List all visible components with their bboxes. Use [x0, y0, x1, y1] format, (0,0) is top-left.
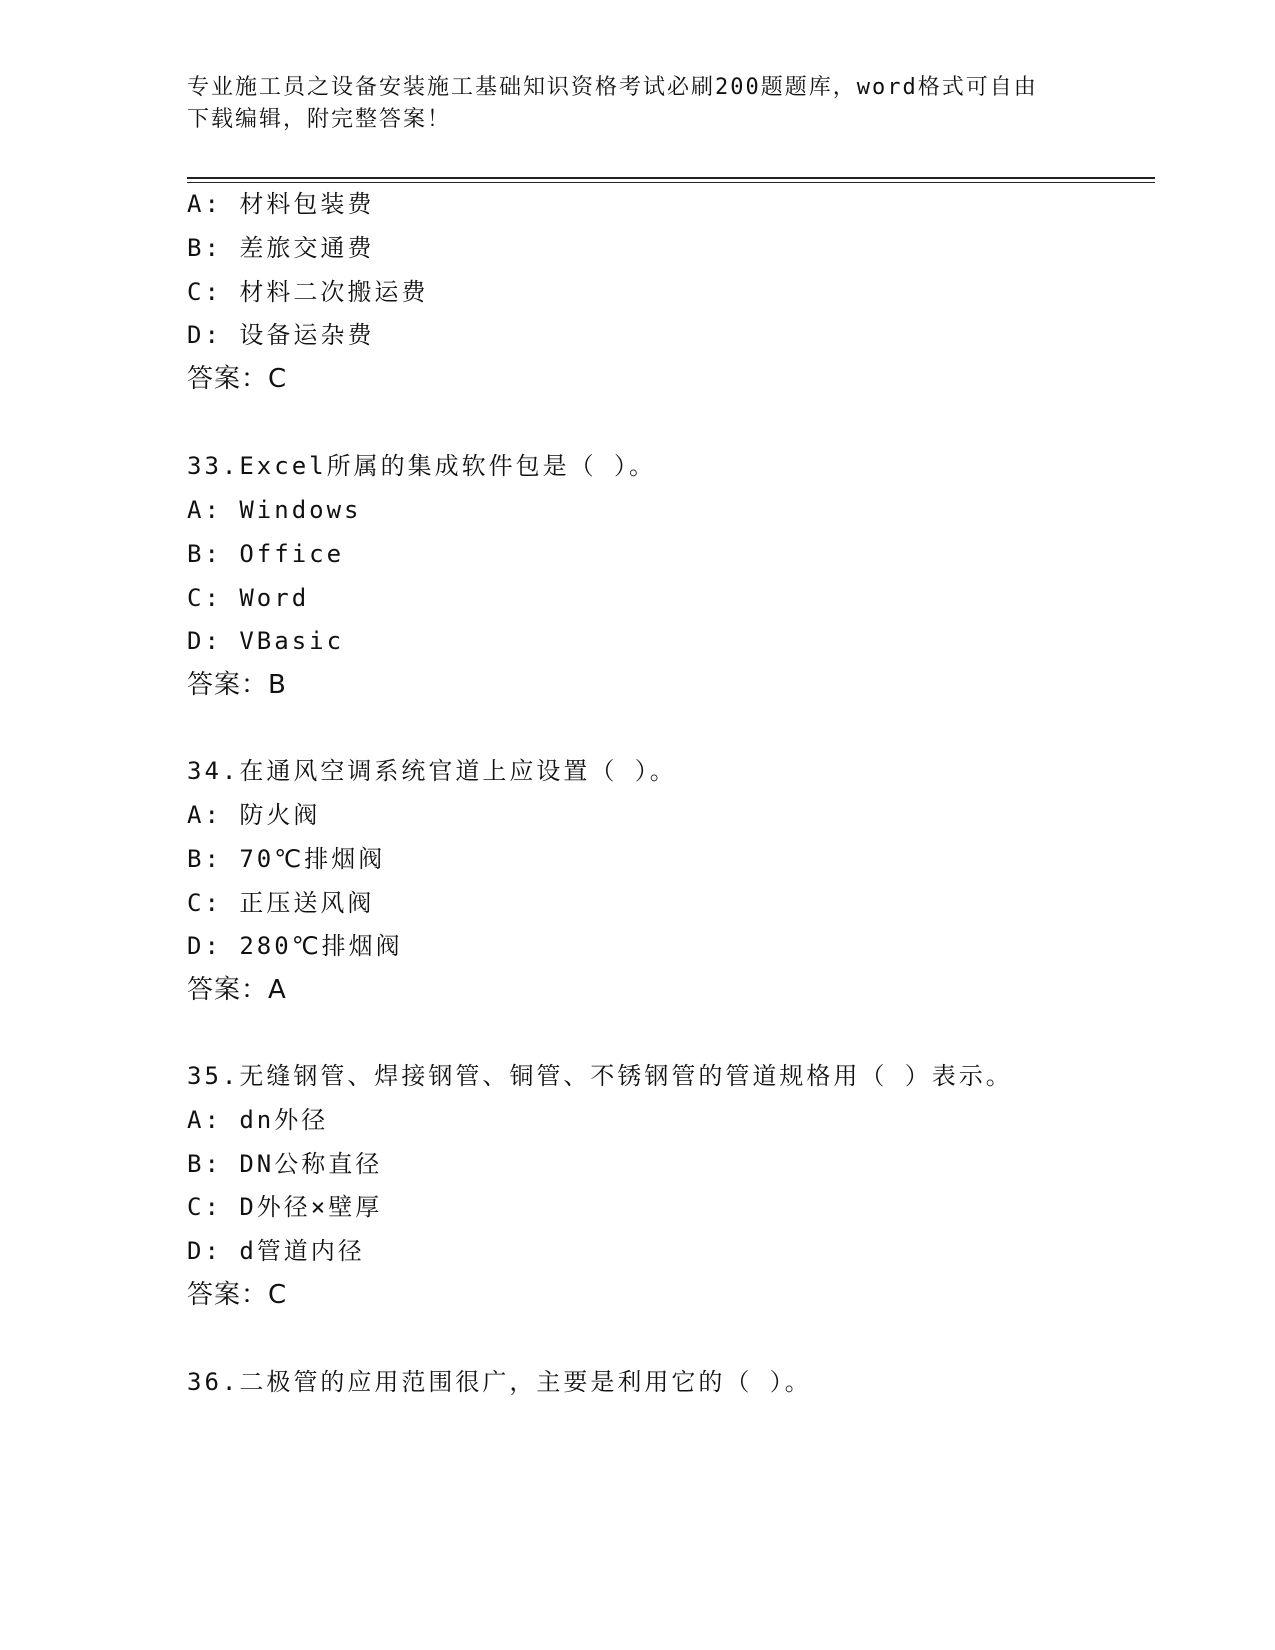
q32-option-c: C: 材料二次搬运费: [187, 278, 429, 306]
q33-stem: 33.Excel所属的集成软件包是（ ）。: [187, 452, 657, 480]
q35-option-c: C: D外径×壁厚: [187, 1193, 383, 1221]
q35-answer: 答案：C: [187, 1280, 288, 1310]
q34-answer: 答案：A: [187, 975, 287, 1005]
q35-option-b: B: DN公称直径: [187, 1150, 383, 1178]
q35-option-a: A: dn外径: [187, 1106, 329, 1134]
q33-answer: 答案：B: [187, 670, 287, 700]
q33-option-a: A: Windows: [187, 496, 362, 524]
q33-option-d: D: VBasic: [187, 627, 345, 655]
header-divider-thin: [187, 182, 1155, 183]
document-header: [187, 72, 1087, 136]
q34-option-c: C: 正压送风阀: [187, 889, 375, 917]
q36-stem: 36.二极管的应用范围很广，主要是利用它的（ ）。: [187, 1368, 812, 1396]
header-divider-thick: [187, 177, 1155, 179]
q32-option-b: B: 差旅交通费: [187, 234, 375, 262]
q34-option-b: B: 70℃排烟阀: [187, 845, 386, 873]
q32-answer: 答案：C: [187, 364, 288, 394]
q34-option-d: D: 280℃排烟阀: [187, 932, 403, 960]
q35-stem: 35.无缝钢管、焊接钢管、铜管、不锈钢管的管道规格用（ ）表示。: [187, 1062, 1013, 1090]
q33-option-b: B: Office: [187, 540, 345, 568]
q35-option-d: D: d管道内径: [187, 1237, 365, 1265]
q32-option-d: D: 设备运杂费: [187, 321, 375, 349]
q34-option-a: A: 防火阀: [187, 801, 321, 829]
q32-option-a: A: 材料包装费: [187, 190, 375, 218]
header-line-1: 专业施工员之设备安装施工基础知识资格考试必刷200题题库，word格式可自由: [187, 75, 1038, 100]
q34-stem: 34.在通风空调系统官道上应设置（ ）。: [187, 757, 677, 785]
q33-option-c: C: Word: [187, 584, 310, 612]
header-line-2: 下载编辑，附完整答案！: [187, 107, 452, 132]
